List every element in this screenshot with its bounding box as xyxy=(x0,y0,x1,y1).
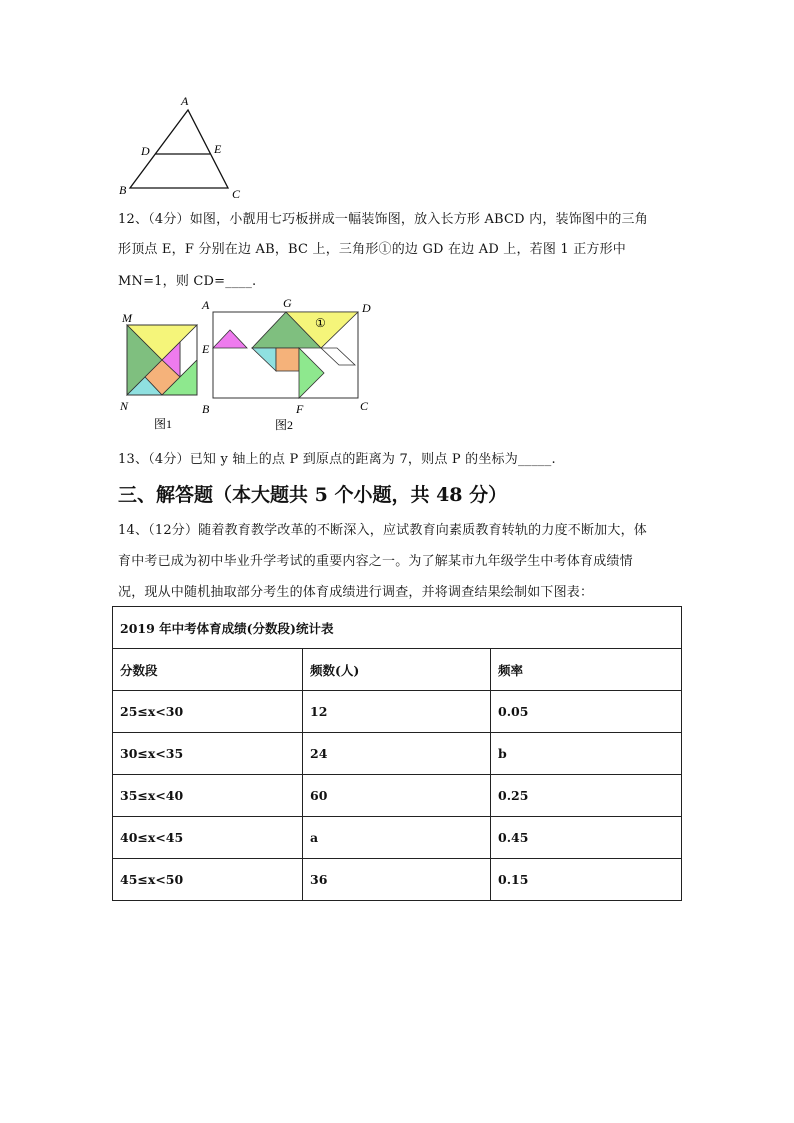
label-b: B xyxy=(119,183,127,197)
table-cell: 45≤x<50 xyxy=(113,859,303,901)
q14-line3: 况，现从中随机抽取部分考生的体育成绩进行调查，并将调查结果绘制如下图表： xyxy=(118,585,594,600)
table-row xyxy=(113,733,682,775)
table-title: 2019 年中考体育成绩(分数段)统计表 xyxy=(113,607,682,649)
table-cell: 0.45 xyxy=(491,817,682,859)
table-cell: 0.05 xyxy=(491,691,682,733)
piece-lightgreen-f xyxy=(299,348,324,398)
table-cell: 0.15 xyxy=(491,859,682,901)
fig1-caption: 图1 xyxy=(154,417,173,431)
table-header-row xyxy=(113,649,682,691)
table-cell: 30≤x<35 xyxy=(113,733,303,775)
q12-line3: MN=1，则 CD=____. xyxy=(118,274,257,289)
header-cell: 频数(人) xyxy=(303,649,491,691)
table-row xyxy=(113,775,682,817)
table-cell: 12 xyxy=(303,691,491,733)
label-e2: E xyxy=(202,342,210,356)
label-c2: C xyxy=(360,399,369,413)
triangle-figure xyxy=(110,90,260,205)
tangram-square-fig1 xyxy=(127,325,197,395)
label-g: G xyxy=(283,296,292,310)
label-m: M xyxy=(122,311,132,325)
q14-line1: 14、（12分）随着教育教学改革的不断深入，应试教育向素质教育转轨的力度不断加大，体 xyxy=(118,523,647,538)
q13-text: 13、（4分）已知 y 轴上的点 P 到原点的距离为 7，则点 P 的坐标为_____. xyxy=(118,452,556,467)
table-row xyxy=(113,859,682,901)
tangram-figures xyxy=(110,295,390,435)
fig2-caption: 图2 xyxy=(275,418,294,432)
label-a2: A xyxy=(202,298,210,312)
piece-white-parallelogram-2 xyxy=(321,348,355,365)
label-b2: B xyxy=(202,402,210,416)
header-cell: 分数段 xyxy=(113,649,303,691)
q12-line2: 形顶点 E，F 分别在边 AB，BC 上，三角形①的边 GD 在边 AD 上，若图 1 正方形中 xyxy=(118,242,627,257)
table-cell: 60 xyxy=(303,775,491,817)
piece-cyan-2 xyxy=(252,348,276,371)
q12-line1: 12、（4分）如图，小靓用七巧板拼成一幅装饰图，放入长方形 ABCD 内，装饰图中的三角 xyxy=(118,212,648,227)
table-cell: 40≤x<45 xyxy=(113,817,303,859)
label-f: F xyxy=(296,402,304,416)
table-cell: 35≤x<40 xyxy=(113,775,303,817)
table-cell: 24 xyxy=(303,733,491,775)
label-n: N xyxy=(120,399,129,413)
table-row xyxy=(113,817,682,859)
label-e: E xyxy=(214,142,222,156)
table-cell: 0.25 xyxy=(491,775,682,817)
label-c: C xyxy=(232,187,241,201)
table-cell: a xyxy=(303,817,491,859)
table-row xyxy=(113,691,682,733)
stats-table xyxy=(112,606,682,901)
piece-magenta-e xyxy=(213,330,247,348)
piece-orange-square-2 xyxy=(276,348,299,371)
q14-line2: 育中考已成为初中毕业升学考试的重要内容之一。为了解某市九年级学生中考体育成绩情 xyxy=(118,554,633,569)
table-cell: b xyxy=(491,733,682,775)
table-title-row xyxy=(113,607,682,649)
table-cell: 25≤x<30 xyxy=(113,691,303,733)
label-d2: D xyxy=(362,301,371,315)
label-a: A xyxy=(181,94,189,108)
mark-circle-1: ① xyxy=(315,316,326,330)
label-d: D xyxy=(141,144,150,158)
table-cell: 36 xyxy=(303,859,491,901)
section-heading: 三、解答题（本大题共 5 个小题，共 48 分） xyxy=(118,484,508,506)
header-cell: 频率 xyxy=(491,649,682,691)
